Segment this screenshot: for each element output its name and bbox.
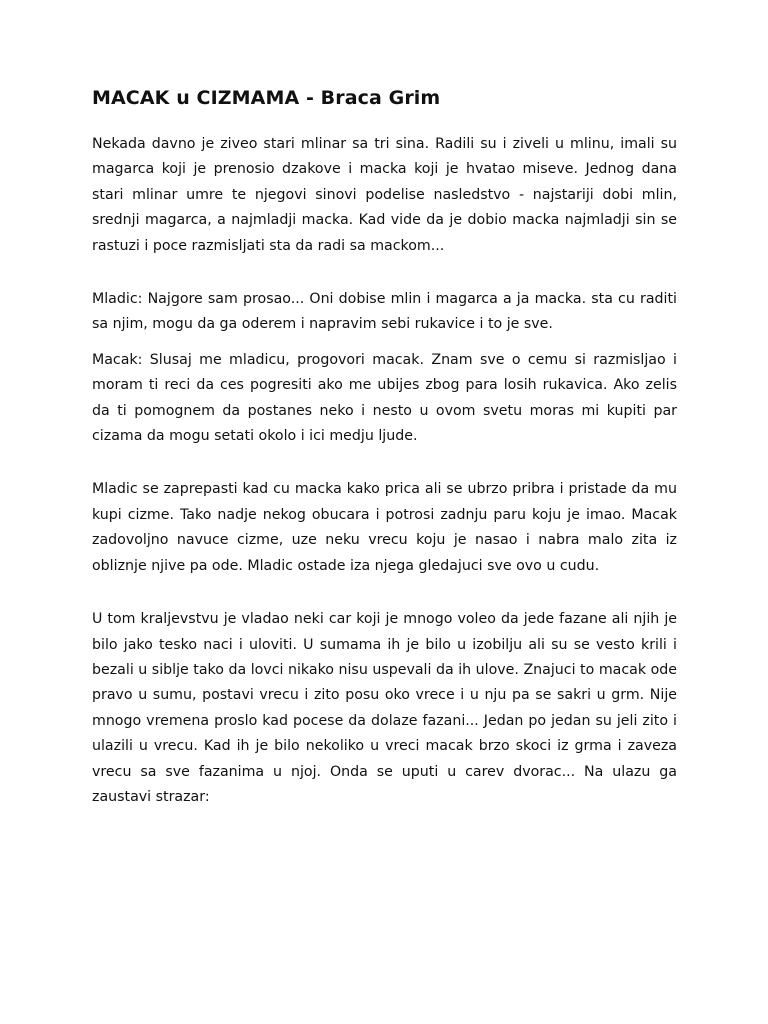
paragraph-boots: Mladic se zaprepasti kad cu macka kako prica ali se ubrzo pribra i pristade da mu kupi cizme. Tako nadje nekog obucara i potrosi zadnju paru koju je imao. Macak zadovoljno navuce cizme, uze neku vrecu koju je nasao i nabra malo zita iz obliznje njive pa ode. Mladic ostade iza njega gledajuci sve ovo u cudu.	[92, 481, 677, 574]
paragraph-macak-dialogue: Macak: Slusaj me mladicu, progovori macak. Znam sve o cemu si razmisljao i moram ti reci da ces pogresiti ako me ubijes zbog para losih rukavica. Ako zelis da ti pomognem da postanes neko i nesto u ovom svetu moras mi kupiti par cizama da mogu setati okolo i ici medju ljude.	[92, 351, 677, 445]
paragraph-kingdom: U tom kraljevstvu je vladao neki car koji je mnogo voleo da jede fazane ali njih je bilo jako tesko naci i uloviti. U sumama ih je bilo u izobilju ali su se vesto krili i bezali u siblje tako da lovci nikako nisu uspevali da ih ulove. Znajuci to macak ode pravo u sumu, postavi vrecu i zito posu oko vrece i u nju pa se sakri u grm. Nije mnogo vremena proslo kad pocese da dolaze fazani... Jedan po jedan su jeli zito i ulazili u vrecu. Kad ih je bilo nekoliko u vreci macak brzo skoci iz grma i zaveza vrecu sa sve fazanima u njoj. Onda se uputi u carev dvorac... Na ulazu ga zaustavi strazar:	[92, 611, 677, 805]
document-title: MACAK u CIZMAMA - Braca Grim	[92, 87, 441, 109]
paragraph-intro: Nekada davno je ziveo stari mlinar sa tri sina. Radili su i ziveli u mlinu, imali su magarca koji je prenosio dzakove i macka koji je hvatao miseve. Jednog dana stari mlinar umre te njegovi sinovi podelise nasledstvo - najstariji dobi mlin, srednji magarca, a najmladji macka. Kad vide da je dobio macka najmladji sin se rastuzi i poce razmisljati sta da radi sa mackom...	[92, 136, 677, 254]
document-page	[92, 84, 677, 810]
paragraph-mladic-dialogue: Mladic: Najgore sam prosao... Oni dobise mlin i magarca a ja macka. sta cu raditi sa njim, mogu da ga oderem i napravim sebi rukavice i to je sve.	[92, 291, 677, 333]
